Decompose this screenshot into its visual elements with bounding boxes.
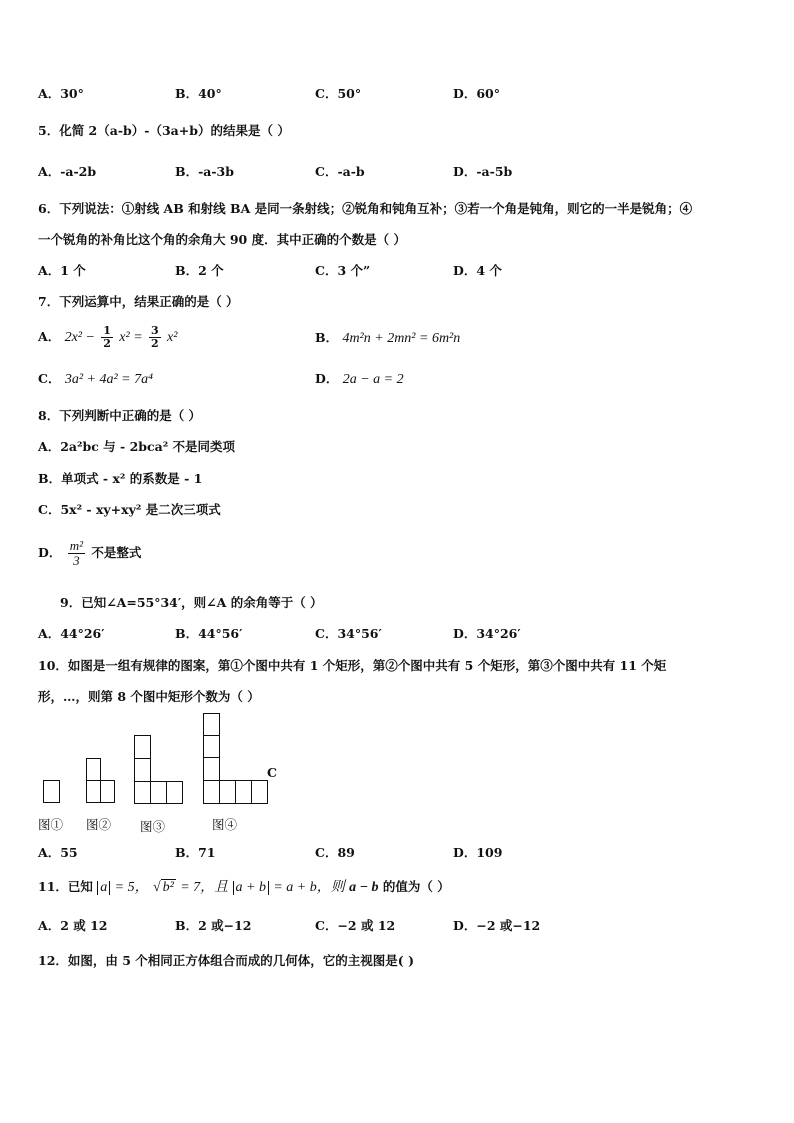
rect [235,780,252,804]
q7-option-a-expr-3: x² [167,330,178,345]
q5-stem: 5．化简 2（a-b）-（3a+b）的结果是（ ） [38,123,290,138]
q9-option-d: D．34°26′ [453,626,521,641]
q7-frac1-num: 1 [103,324,111,337]
q5-option-d: D．-a-5b [453,164,513,179]
q11-option-c: C．−2 或 12 [315,918,396,933]
q7-option-a-expr-1: 2x² − [64,330,95,345]
q11-sqrt: √ b² [152,880,174,895]
q6-option-a: A．1 个 [38,263,86,278]
q11-stem [38,876,450,898]
q7-option-a-label: A． [38,329,61,344]
q8-option-b: B．单项式 - x² 的系数是 - 1 [38,471,203,486]
q7-option-c-label: C． [38,371,61,386]
q6-stem-line2: 一个锐角的补角比这个角的余角大 90 度．其中正确的个数是（ ） [38,232,406,247]
q9-stem: 9．已知∠A=55°34′，则∠A 的余角等于（ ） [60,595,323,610]
rect [134,735,151,759]
rect [86,780,101,803]
q5-option-a: A．-a-2b [38,164,97,179]
rect [219,780,236,804]
rect [203,780,220,804]
q7-option-a [38,320,177,354]
rect [150,781,167,804]
q9-option-a: A．44°26′ [38,626,105,641]
q11-sqrt-radicand: b² [162,880,174,895]
q8-option-d-text: 不是整式 [91,545,142,560]
q11-option-b: B．2 或−12 [175,918,252,933]
q11-expr: a − b [349,880,379,895]
rect [134,781,151,804]
rect [43,780,60,803]
q10-option-d: D．109 [453,845,503,860]
q11-stem-pre: 11．已知 [38,879,93,894]
q9-option-b: B．44°56′ [175,626,243,641]
rect [100,780,115,803]
rect [134,758,151,782]
q10-stem-line1: 10．如图是一组有规律的图案，第①个图中共有 1 个矩形，第②个图中共有 5 个矩形，第③个图中共有 11 个矩 [38,658,667,673]
q4-option-a: A．30° [38,86,84,101]
q11-option-a: A．2 或 12 [38,918,108,933]
rect [251,780,268,804]
q10-figure-label-1: 图① [38,817,64,832]
q8-frac-num: m² [69,538,83,553]
q11-option-d: D．−2 或−12 [453,918,541,933]
q11-eq-ab: = a + b，则 [273,880,345,895]
q7-option-d-label: D． [315,371,339,386]
q5-option-b: B．-a-3b [175,164,234,179]
q8-option-d-label: D． [38,545,62,560]
q7-option-a-expr-2: x² = [119,330,143,345]
rect [203,713,220,736]
q11-abs-a: a [97,881,110,895]
q10-corner-letter: C [267,765,277,780]
q6-stem-line1: 6．下列说法：①射线 AB 和射线 BA 是同一条射线；②锐角和钝角互补；③若一个角是钝角，则它的一半是锐角；④ [38,201,693,216]
q7-frac2-den: 2 [151,337,159,350]
q10-figure-label-3: 图③ [140,819,166,834]
q7-option-b [315,328,460,347]
q4-option-c: C．50° [315,86,362,101]
q5-option-c: C．-a-b [315,164,365,179]
q12-stem: 12．如图，由 5 个相同正方体组合而成的几何体，它的主视图是( ) [38,953,414,968]
q8-option-d-fraction [68,539,85,568]
q8-option-a: A．2a²bc 与 - 2bca² 不是同类项 [38,439,236,454]
q9-option-c: C．34°56′ [315,626,382,641]
q11-eq5: = 5， [114,880,149,895]
q7-option-c [38,369,153,388]
q6-option-d: D．4 个 [453,263,502,278]
q6-option-b: B．2 个 [175,263,224,278]
q11-abs-ab: a + b [233,881,269,895]
q7-option-b-expr: 4m²n + 2mn² = 6m²n [342,331,461,346]
q11-stem-post: 的值为（ ） [382,879,450,894]
q10-figure-label-2: 图② [86,817,112,832]
q10-option-b: B．71 [175,845,216,860]
rect [203,735,220,758]
q7-stem: 7．下列运算中，结果正确的是（ ） [38,294,239,309]
q7-frac2-num: 3 [151,324,159,337]
q7-frac1-den: 2 [103,337,111,350]
q4-option-b: B．40° [175,86,222,101]
rect [166,781,183,804]
q8-frac-den: 3 [73,553,80,568]
q7-option-d-expr: 2a − a = 2 [342,372,404,387]
q8-option-d [38,533,141,573]
q8-stem: 8．下列判断中正确的是（ ） [38,408,202,423]
q7-option-b-label: B． [315,330,339,345]
q11-eq7: = 7，且 [180,880,229,895]
q10-option-c: C．89 [315,845,355,860]
q7-option-d [315,369,404,388]
q4-option-d: D．60° [453,86,500,101]
q7-option-c-expr: 3a² + 4a² = 7a⁴ [64,372,153,387]
rect [86,758,101,781]
q6-option-c: C．3 个” [315,263,371,278]
q10-option-a: A．55 [38,845,78,860]
q7-option-a-fraction-1 [101,325,113,350]
q10-stem-line2: 形，…，则第 8 个图中矩形个数为（ ） [38,689,260,704]
q10-figure-label-4: 图④ [212,817,238,832]
q8-option-c: C．5x² - xy+xy² 是二次三项式 [38,502,221,517]
rect [203,757,220,781]
q7-option-a-fraction-2 [149,325,161,350]
